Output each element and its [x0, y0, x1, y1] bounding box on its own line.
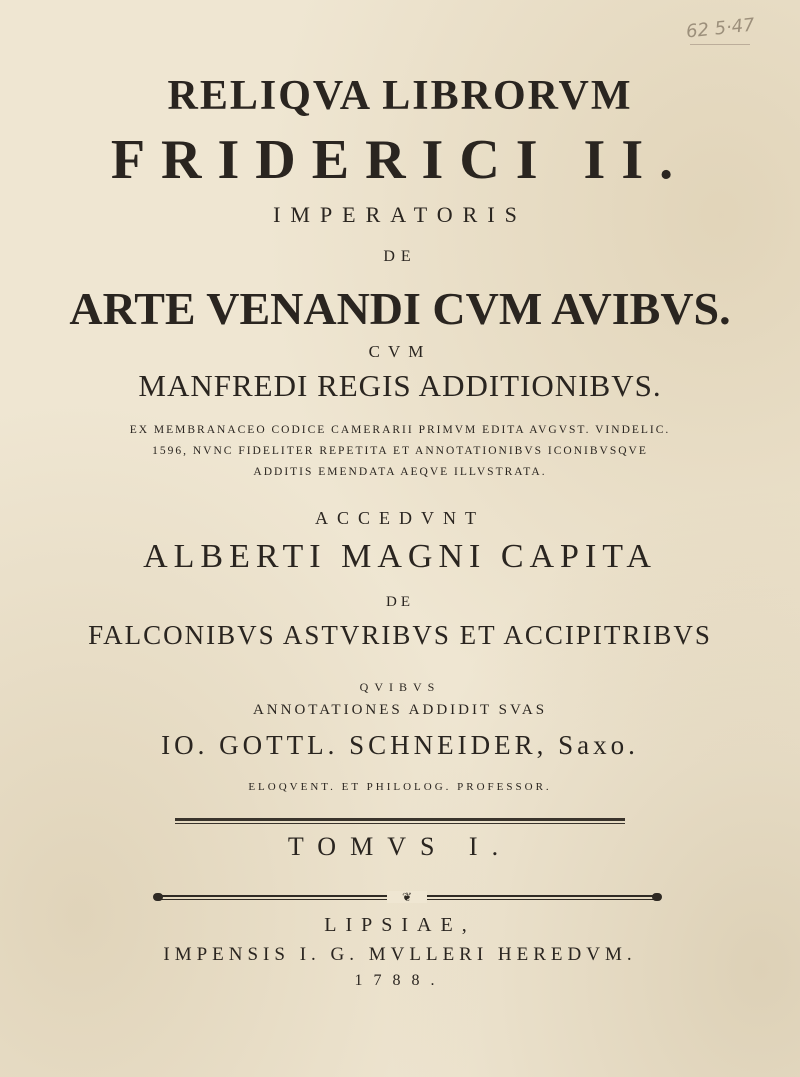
addition-de: DE — [386, 594, 414, 610]
title-manfredi: MANFREDI REGIS ADDITIONIBVS. — [138, 368, 662, 403]
editor-name: IO. GOTTL. SCHNEIDER, Saxo. — [161, 730, 639, 760]
accedunt: ACCEDVNT — [315, 508, 485, 528]
title-imperatoris: IMPERATORIS — [273, 202, 527, 227]
fleuron-icon: ❦ — [387, 891, 427, 903]
quibus: QVIBVS — [359, 680, 441, 694]
ornament-cap-left — [153, 893, 163, 901]
ornament-cap-right — [652, 893, 662, 901]
publication-year: 1788. — [354, 972, 446, 989]
imprint-note-line-3: ADDITIS EMENDATA AEQVE ILLVSTRATA. — [253, 466, 547, 478]
handwritten-shelfmark: 62 5·47 — [685, 14, 756, 43]
imprint-note-line-2: 1596, NVNC FIDELITER REPETITA ET ANNOTATIONIBVS ICONIBVSQVE — [152, 445, 648, 457]
shelfmark-underline — [690, 44, 750, 45]
title-de: DE — [383, 248, 417, 265]
title-arte-venandi: ARTE VENANDI CVM AVIBVS. — [69, 283, 731, 334]
double-rule-thin — [175, 823, 625, 824]
publication-place: LIPSIAE, — [324, 914, 476, 936]
double-rule-thick — [175, 818, 625, 821]
falconibus-line: FALCONIBVS ASTVRIBVS ET ACCIPITRIBVS — [88, 620, 712, 650]
imprint-note-line-1: EX MEMBRANACEO CODICE CAMERARII PRIMVM EDITA AVGVST. VINDELIC. — [129, 424, 671, 436]
alberti-magni-capita: ALBERTI MAGNI CAPITA — [143, 538, 657, 575]
publisher-line: IMPENSIS I. G. MVLLERI HEREDVM. — [163, 944, 637, 965]
volume-label: TOMVS I. — [287, 832, 513, 861]
title-friderici: FRIDERICI II. — [110, 129, 690, 191]
annotationes-line: ANNOTATIONES ADDIDIT SVAS — [252, 702, 548, 718]
editor-role: ELOQVENT. ET PHILOLOG. PROFESSOR. — [248, 781, 552, 793]
title-reliqua-librorum: RELIQVA LIBRORVM — [167, 73, 633, 119]
title-cum: CVM — [368, 342, 432, 361]
ornamental-rule — [155, 891, 660, 903]
